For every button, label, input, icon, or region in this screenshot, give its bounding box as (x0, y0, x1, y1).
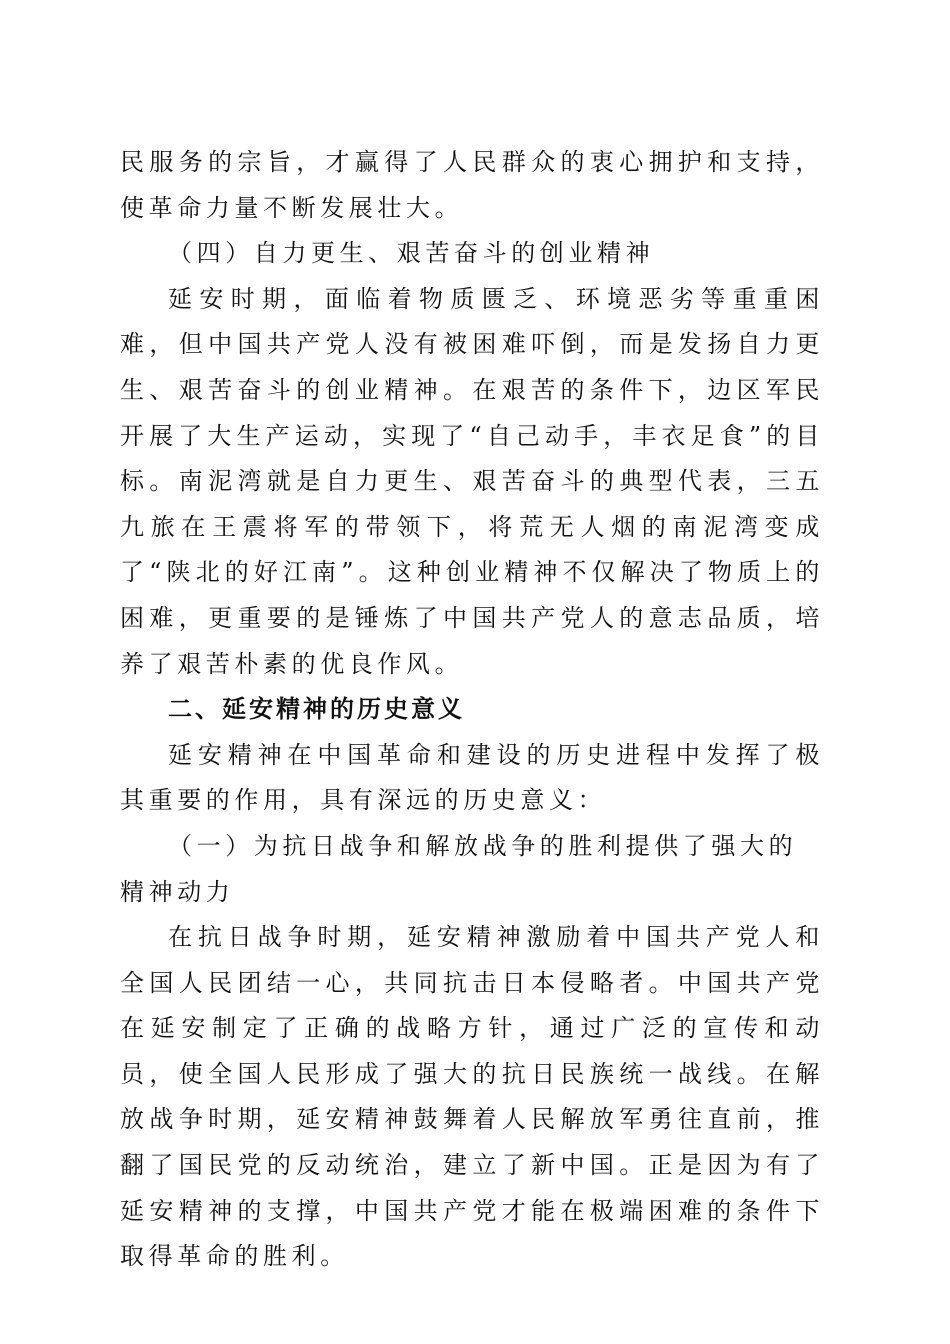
subheading-spiritual-power: （一）为抗日战争和解放战争的胜利提供了强大的精神动力 (120, 831, 798, 906)
paragraph-self-reliance: 延安时期，面临着物质匮乏、环境恶劣等重重困难，但中国共产党人没有被困难吓倒，而是发扬自力更生、艰苦奋斗的创业精神。在艰苦的条件下，边区军民开展了大生产运动，实现了“自己动手，丰衣足食”的目标。南泥湾就是自力更生、艰苦奋斗的典型代表，三五九旅在王震将军的带领下，将荒无人烟的南泥湾变成了“陕北的好江南”。这种创业精神不仅解决了物质上的困难，更重要的是锤炼了中国共产党人的意志品质，培养了艰苦朴素的优良作风。 (120, 284, 824, 678)
section-heading-historical-significance: 二、延安精神的历史意义 (168, 695, 465, 724)
paragraph-significance-intro: 延安精神在中国革命和建设的历史进程中发挥了极其重要的作用，具有深远的历史意义： (120, 740, 824, 815)
subheading-self-reliance: （四）自力更生、艰苦奋斗的创业精神 (168, 239, 655, 268)
paragraph-continued: 民服务的宗旨，才赢得了人民群众的衷心拥护和支持，使革命力量不断发展壮大。 (120, 148, 824, 222)
document-page (120, 140, 824, 1280)
paragraph-war-victory: 在抗日战争时期，延安精神激励着中国共产党人和全国人民团结一心，共同抗击日本侵略者。中国共产党在延安制定了正确的战略方针，通过广泛的宣传和动员，使全国人民形成了强大的抗日民族统一战线。在解放战争时期，延安精神鼓舞着人民解放军勇往直前，推翻了国民党的反动统治，建立了新中国。正是因为有了延安精神的支撑，中国共产党才能在极端困难的条件下取得革命的胜利。 (120, 923, 824, 1271)
